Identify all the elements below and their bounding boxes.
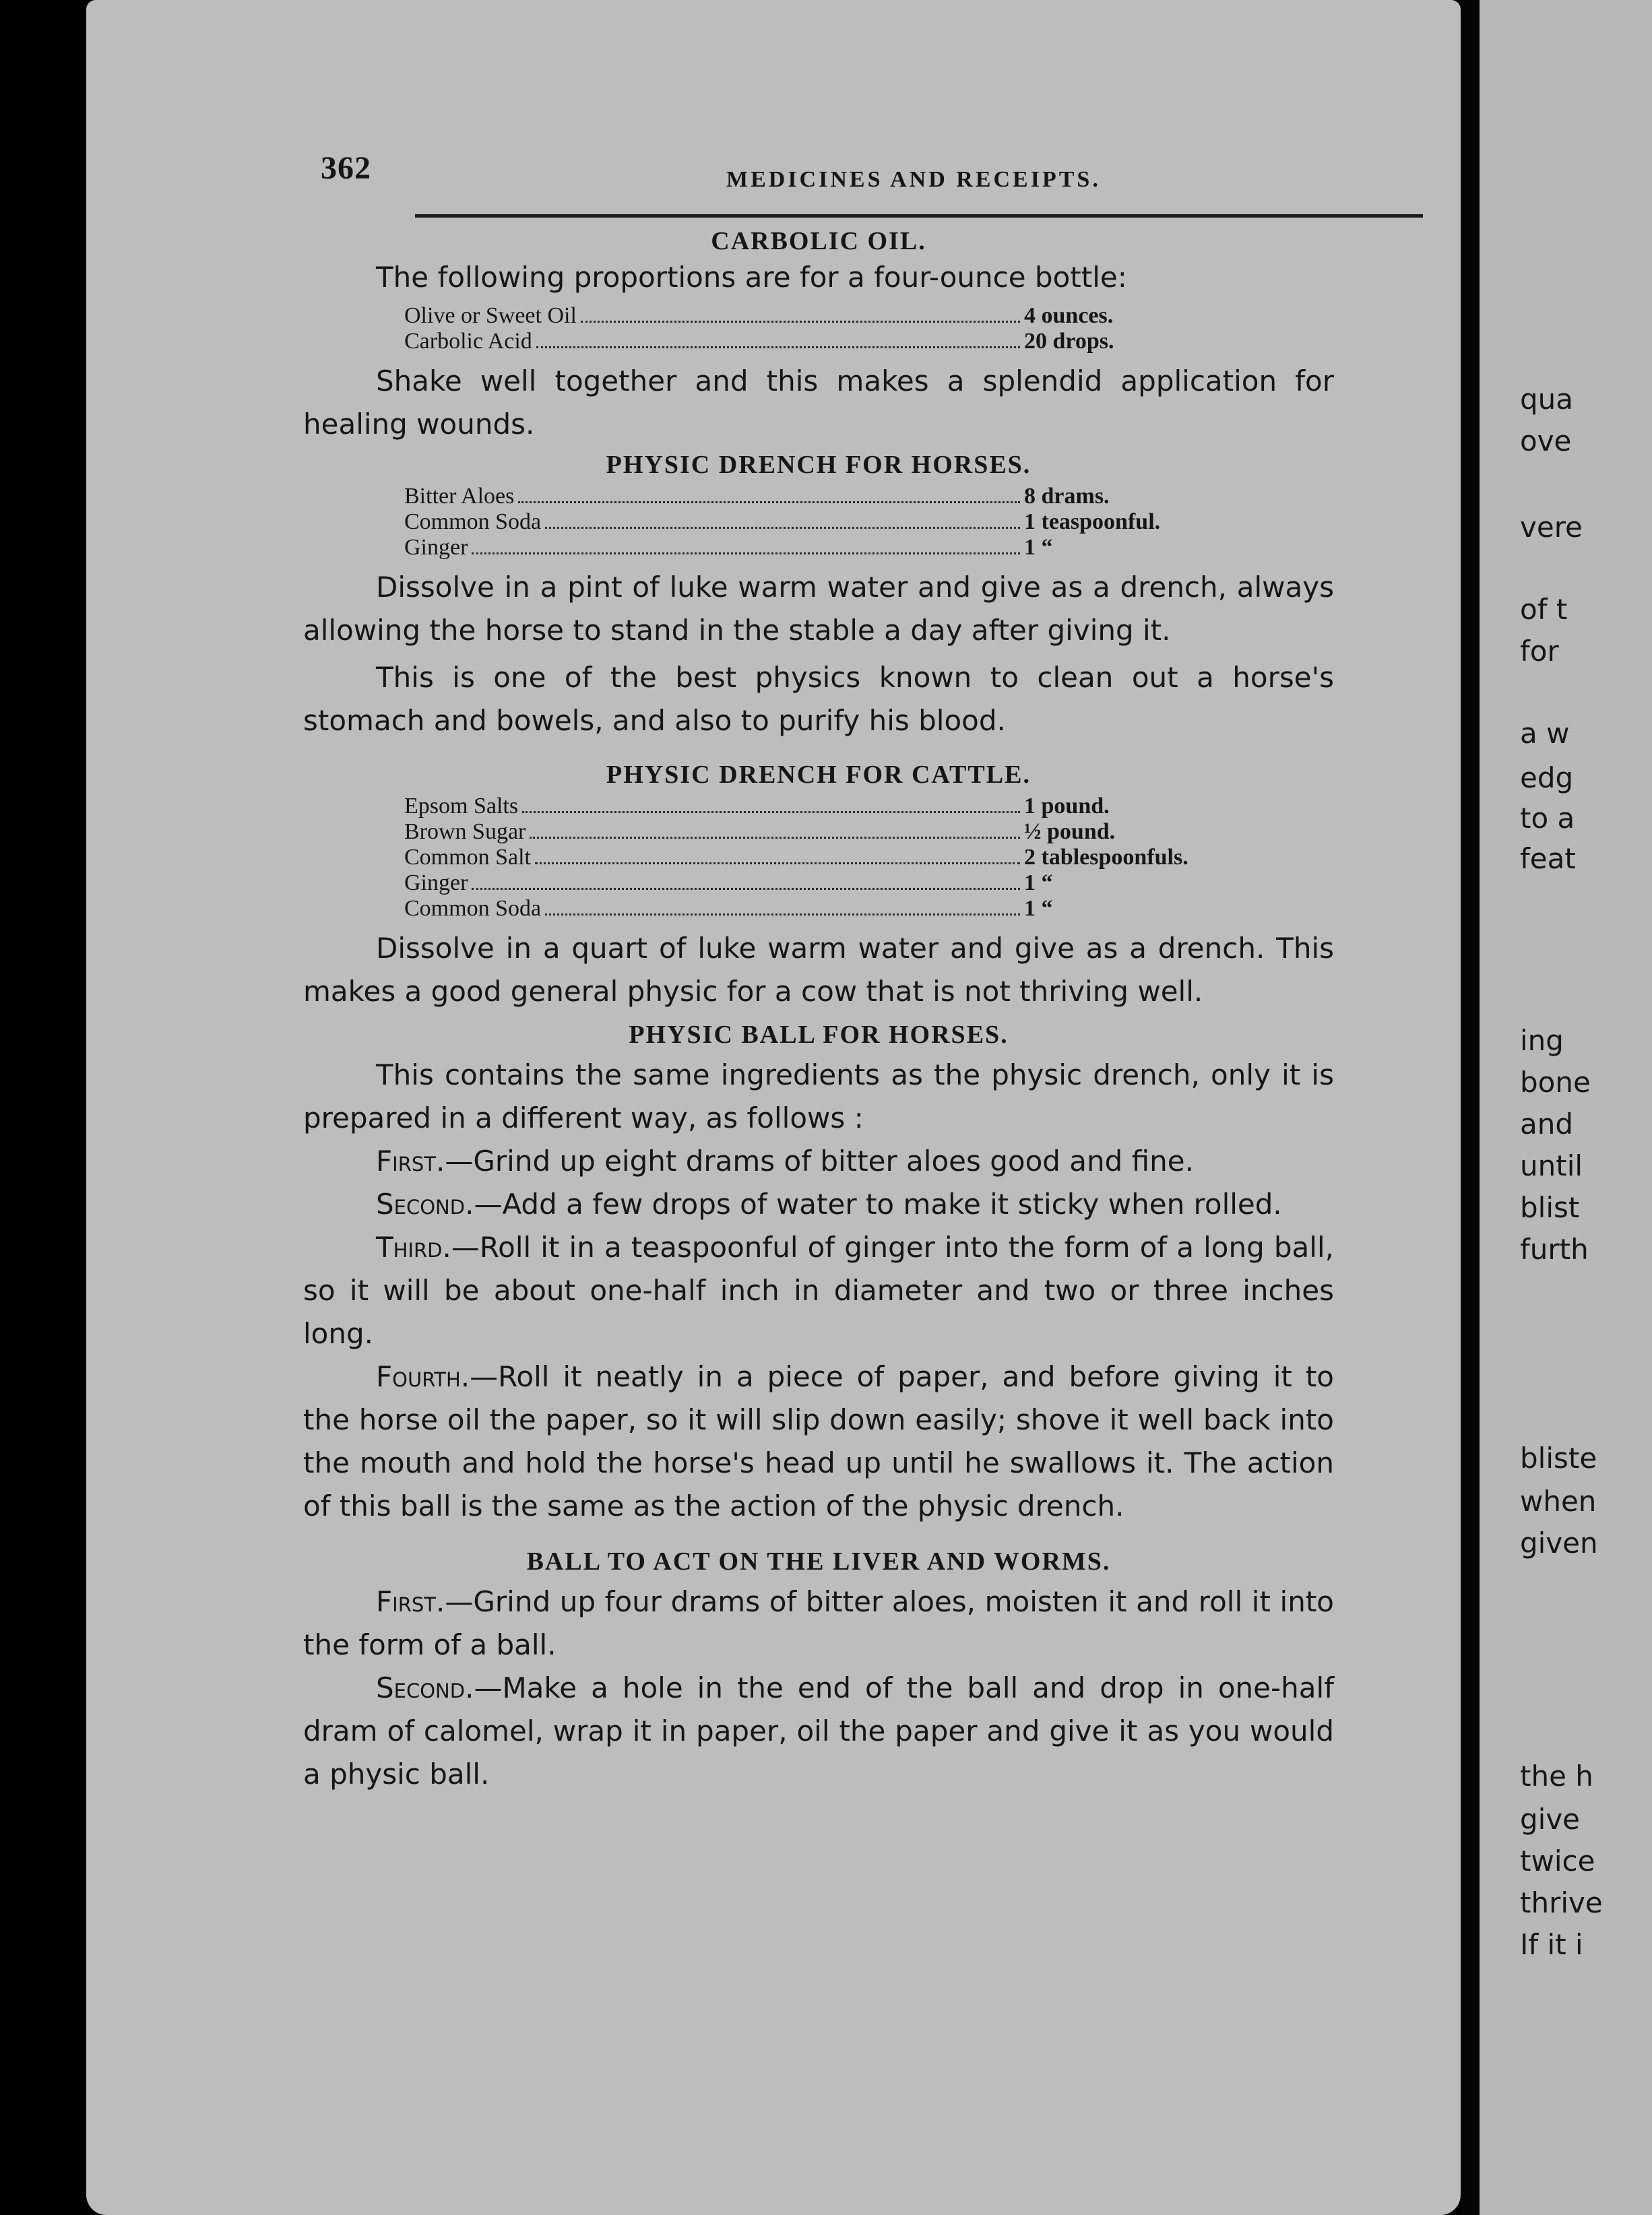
running-title: MEDICINES AND RECEIPTS. — [726, 167, 1101, 192]
section-heading: PHYSIC DRENCH FOR CATTLE. — [606, 761, 1031, 789]
ingredient-row: Common Salt 2 tablespoonfuls. — [404, 845, 1188, 870]
ingredient-row: Epsom Salts 1 pound. — [404, 794, 1110, 818]
neighbor-fragment: blist — [1520, 1191, 1580, 1224]
section-heading: PHYSIC BALL FOR HORSES. — [629, 1021, 1009, 1049]
directions-text: Shake well together and this makes a splendid application for healing wounds. — [303, 364, 1334, 441]
neighbor-fragment: twice — [1520, 1844, 1595, 1877]
recipe-ball-liver-worms — [303, 1547, 1334, 1796]
neighbor-fragment: qua — [1520, 383, 1574, 416]
ingredient-list — [404, 484, 1199, 560]
ingredient-list — [404, 794, 1199, 922]
recipe-physic-drench-horses — [303, 450, 1334, 742]
section-heading: CARBOLIC OIL. — [711, 227, 926, 255]
neighbor-fragment: vere — [1520, 511, 1583, 544]
neighbor-fragment: until — [1520, 1149, 1583, 1182]
recipe-physic-drench-cattle — [303, 760, 1334, 1013]
neighbor-fragment: ing — [1520, 1024, 1564, 1057]
ingredient-row: Common Soda 1 “ — [404, 896, 1053, 921]
ingredient-row: Common Soda 1 teaspoonful. — [404, 509, 1161, 534]
step-paragraph: Fourth.—Roll it neatly in a piece of paper, and before giving it to the horse oil the paper, so it will slip down easily; shove it well back into the mouth and hold the horse's head up until he swallows it. The action of this ball is the same as the action of the physic drench. — [303, 1360, 1334, 1522]
neighbor-fragment: and — [1520, 1108, 1574, 1141]
step-paragraph: Third.—Roll it in a teaspoonful of ginger into the form of a long ball, so it will be about one-half inch in diameter and two or three inches long. — [303, 1231, 1334, 1350]
ingredient-row: Carbolic Acid 20 drops. — [404, 329, 1114, 354]
neighbor-fragment: bone — [1520, 1066, 1591, 1099]
ingredient-row: Bitter Aloes 8 drams. — [404, 484, 1110, 509]
neighbor-fragment: for — [1520, 635, 1559, 668]
ingredient-list — [404, 303, 1199, 354]
directions-text: Dissolve in a quart of luke warm water and give as a drench. This makes a good general physic for a cow that is not thriving well. — [303, 932, 1334, 1008]
step-paragraph: Second.—Make a hole in the end of the ball and drop in one-half dram of calomel, wrap it in paper, oil the paper and give it as you would a physic ball. — [303, 1671, 1334, 1791]
intro-text: The following proportions are for a four-ounce bottle: — [376, 261, 1127, 294]
intro-text: This contains the same ingredients as the physic drench, only it is prepared in a different way, as follows : — [303, 1058, 1334, 1134]
directions-text: Dissolve in a pint of luke warm water and give as a drench, always allowing the horse to stand in the stable a day after giving it. — [303, 571, 1334, 647]
ingredient-row: Olive or Sweet Oil 4 ounces. — [404, 303, 1114, 328]
neighbor-fragment: give — [1520, 1803, 1581, 1836]
page-number: 362 — [321, 150, 371, 186]
ingredient-row: Ginger 1 “ — [404, 535, 1053, 560]
neighbor-fragment: a w — [1520, 717, 1570, 750]
neighbor-fragment: of t — [1520, 593, 1568, 626]
neighbor-fragment: edg — [1520, 761, 1574, 794]
section-heading: PHYSIC DRENCH FOR HORSES. — [606, 451, 1031, 479]
adjacent-page-edge — [1461, 0, 1652, 2215]
recipe-physic-ball-horses — [303, 1020, 1334, 1528]
step-paragraph: First.—Grind up four drams of bitter aloes, moisten it and roll it into the form of a ball. — [303, 1585, 1334, 1661]
neighbor-fragment: ove — [1520, 424, 1572, 457]
neighbor-fragment: feat — [1520, 842, 1576, 875]
neighbor-fragment: furth — [1520, 1233, 1589, 1266]
neighbor-fragment: thrive — [1520, 1886, 1603, 1919]
recipe-carbolic-oil — [303, 226, 1334, 446]
neighbor-fragment: when — [1520, 1485, 1597, 1518]
neighbor-fragment: the h — [1520, 1760, 1593, 1793]
neighbor-fragment: given — [1520, 1527, 1598, 1560]
section-heading: BALL TO ACT ON THE LIVER AND WORMS. — [526, 1547, 1111, 1576]
page-content — [303, 226, 1334, 1796]
step-paragraph: First.—Grind up eight drams of bitter aloes good and fine. — [376, 1145, 1194, 1178]
neighbor-fragment: If it i — [1520, 1928, 1583, 1961]
ingredient-row: Ginger 1 “ — [404, 870, 1053, 895]
ingredient-row: Brown Sugar ½ pound. — [404, 819, 1116, 844]
step-paragraph: Second.—Add a few drops of water to make it sticky when rolled. — [376, 1188, 1282, 1221]
header-rule — [415, 214, 1423, 218]
neighbor-fragment: to a — [1520, 802, 1575, 835]
note-text: This is one of the best physics known to clean out a horse's stomach and bowels, and also to purify his blood. — [303, 661, 1334, 737]
neighbor-fragment: bliste — [1520, 1442, 1597, 1475]
